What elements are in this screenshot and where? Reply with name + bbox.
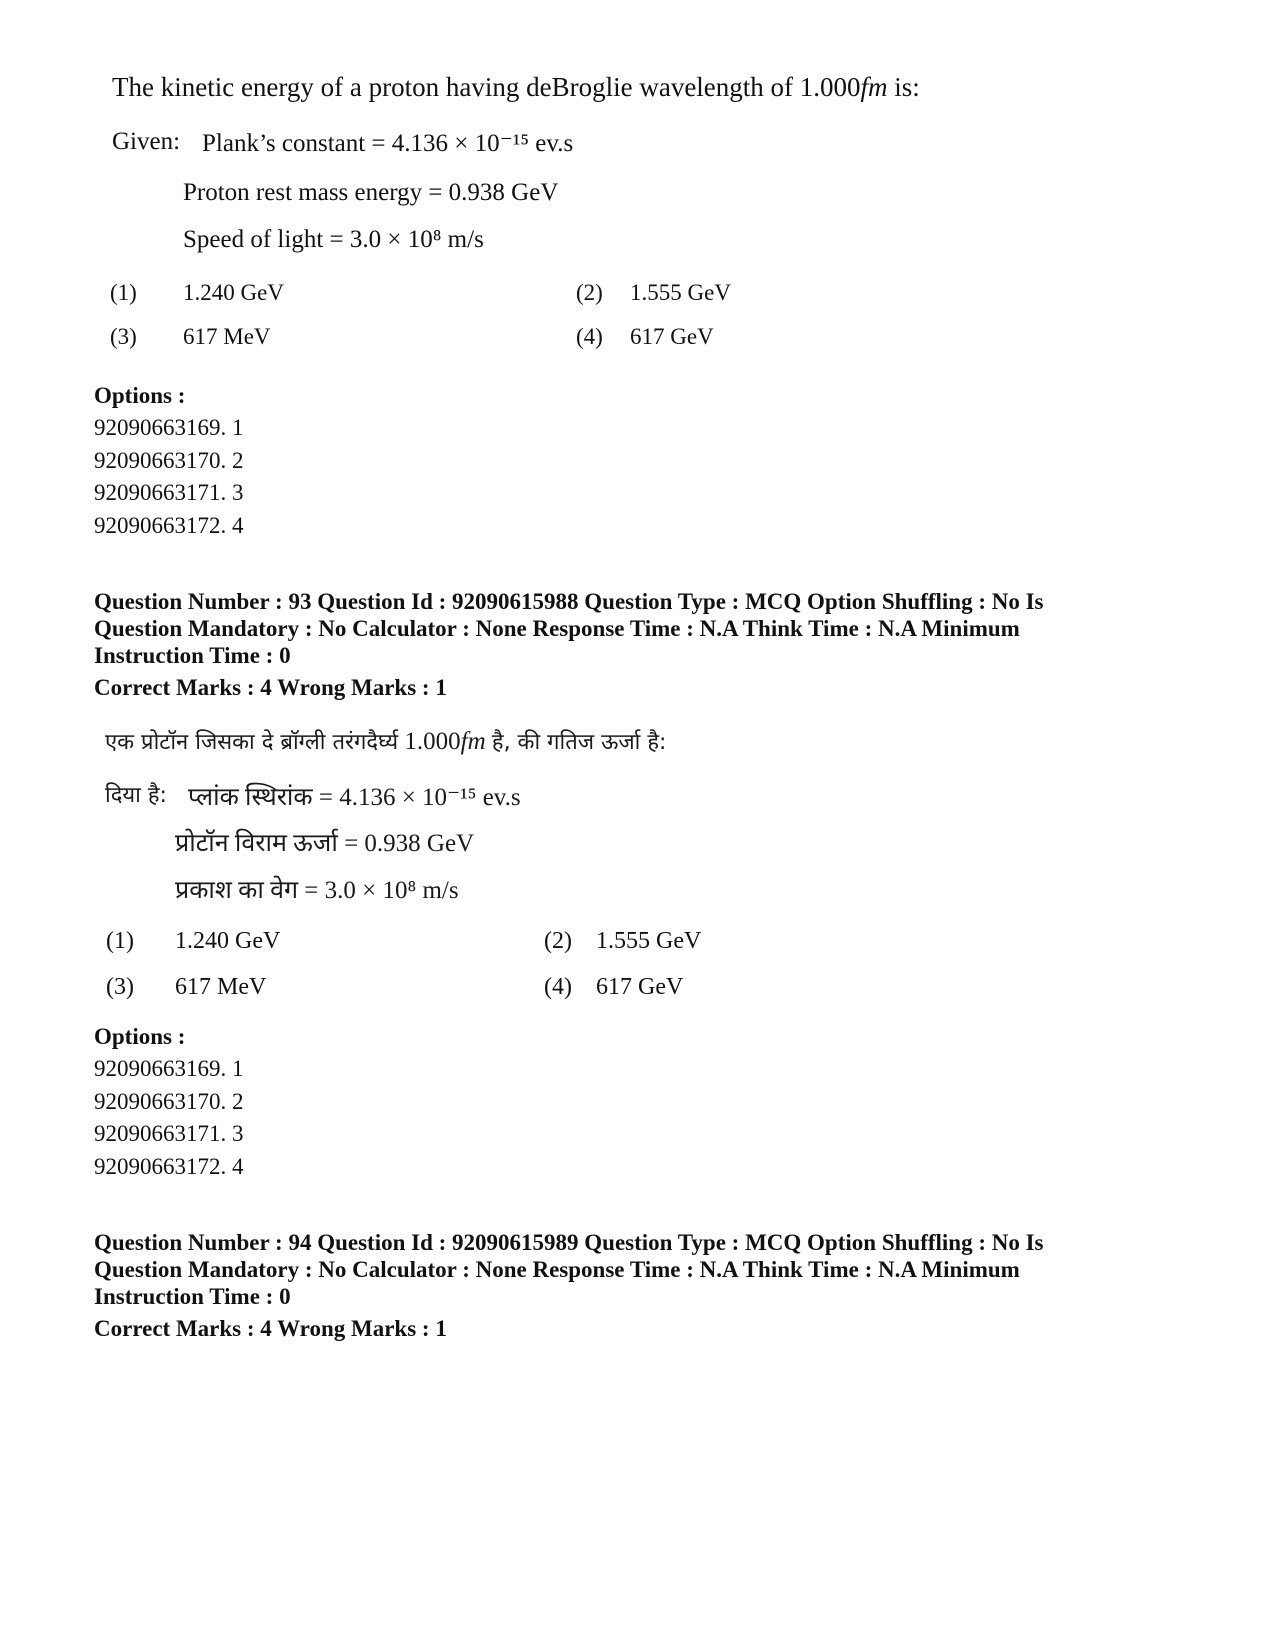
q92-choice-3: 617 MeV bbox=[183, 324, 271, 349]
q93-marks: Correct Marks : 4 Wrong Marks : 1 bbox=[94, 675, 447, 700]
q93-choice-4: 617 GeV bbox=[596, 974, 684, 1000]
q92-options-heading: Options : bbox=[94, 383, 186, 408]
q93-choice-3-number: (3) bbox=[106, 974, 134, 1000]
q93-choice-4-number: (4) bbox=[544, 974, 572, 1000]
q92-question-text: The kinetic energy of a proton having deBroglie wavelength of 1.000fm is: bbox=[112, 72, 920, 102]
q93-option-1: 92090663169. 1 bbox=[94, 1056, 244, 1081]
q92-option-2: 92090663170. 2 bbox=[94, 448, 244, 473]
q94-meta-line-3: Instruction Time : 0 bbox=[94, 1284, 291, 1309]
q93-choice-1: 1.240 GeV bbox=[175, 928, 281, 954]
q92-rest-mass: Proton rest mass energy = 0.938 GeV bbox=[183, 179, 559, 206]
q92-choice-2-number: (2) bbox=[576, 280, 603, 305]
q92-speed-of-light: Speed of light = 3.0 × 10⁸ m/s bbox=[183, 226, 484, 253]
q93-option-4: 92090663172. 4 bbox=[94, 1154, 244, 1179]
q93-options-heading: Options : bbox=[94, 1024, 186, 1049]
q92-choice-1-number: (1) bbox=[110, 280, 137, 305]
q92-choice-1: 1.240 GeV bbox=[183, 280, 284, 305]
q92-planck-constant: Plank’s constant = 4.136 × 10⁻¹⁵ ev.s bbox=[202, 130, 574, 157]
q92-choice-4: 617 GeV bbox=[630, 324, 714, 349]
q93-meta-line-3: Instruction Time : 0 bbox=[94, 643, 291, 668]
q92-choice-3-number: (3) bbox=[110, 324, 137, 349]
q93-given-label: दिया है: bbox=[105, 783, 167, 808]
q93-choice-1-number: (1) bbox=[106, 928, 134, 954]
q93-choice-2-number: (2) bbox=[544, 928, 572, 954]
q93-speed-of-light: प्रकाश का वेग = 3.0 × 10⁸ m/s bbox=[175, 877, 459, 904]
q92-given-label: Given: bbox=[112, 128, 181, 155]
q92-option-1: 92090663169. 1 bbox=[94, 415, 244, 440]
q93-rest-mass: प्रोटॉन विराम ऊर्जा = 0.938 GeV bbox=[175, 830, 475, 857]
q92-choice-2: 1.555 GeV bbox=[630, 280, 731, 305]
q93-meta-line-1: Question Number : 93 Question Id : 92090615988 Question Type : MCQ Option Shuffling : No Is bbox=[94, 589, 1044, 614]
q93-planck-constant: प्लांक स्थिरांक = 4.136 × 10⁻¹⁵ ev.s bbox=[188, 784, 521, 811]
q93-choice-2: 1.555 GeV bbox=[596, 928, 702, 954]
q94-meta-line-1: Question Number : 94 Question Id : 92090615989 Question Type : MCQ Option Shuffling : No Is bbox=[94, 1230, 1044, 1255]
q93-option-2: 92090663170. 2 bbox=[94, 1089, 244, 1114]
q93-question-text: एक प्रोटॉन जिसका दे ब्रॉग्ली तरंगदैर्घ्य 1.000fm है, की गतिज ऊर्जा है: bbox=[105, 728, 667, 755]
q93-option-3: 92090663171. 3 bbox=[94, 1121, 244, 1146]
q94-meta-line-2: Question Mandatory : No Calculator : None Response Time : N.A Think Time : N.A Minimum bbox=[94, 1257, 1020, 1282]
q92-option-3: 92090663171. 3 bbox=[94, 480, 244, 505]
q93-choice-3: 617 MeV bbox=[175, 974, 267, 1000]
q92-choice-4-number: (4) bbox=[576, 324, 603, 349]
q94-marks: Correct Marks : 4 Wrong Marks : 1 bbox=[94, 1316, 447, 1341]
q93-meta-line-2: Question Mandatory : No Calculator : None Response Time : N.A Think Time : N.A Minimum bbox=[94, 616, 1020, 641]
q92-option-4: 92090663172. 4 bbox=[94, 513, 244, 538]
